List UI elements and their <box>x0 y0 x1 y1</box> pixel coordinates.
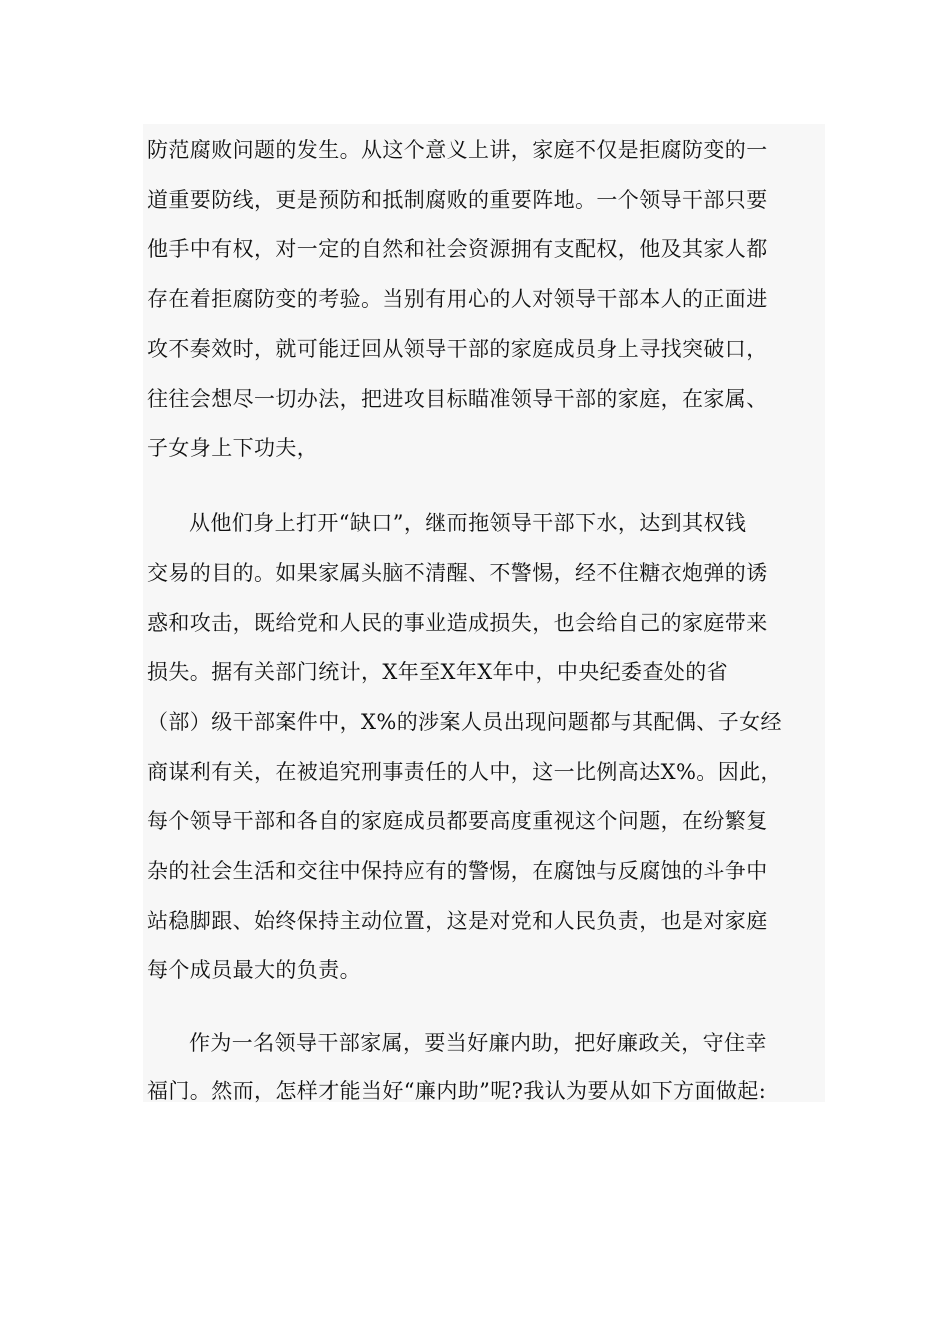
text-line: 子女身上下功夫， <box>147 436 319 460</box>
paragraph-first-line: 从他们身上打开“缺口”，继而拖领导干部下水，达到其权钱 <box>189 511 747 535</box>
text-line: 杂的社会生活和交往中保持应有的警惕，在腐蚀与反腐蚀的斗争中 <box>147 859 768 883</box>
document-body <box>143 124 825 1102</box>
text-line: 往往会想尽一切办法，把进攻目标瞄准领导干部的家庭，在家属、 <box>147 387 768 411</box>
text-line: 存在着拒腐防变的考验。当别有用心的人对领导干部本人的正面进 <box>147 287 768 311</box>
text-line: （部）级干部案件中，X%的涉案人员出现问题都与其配偶、子女经 <box>147 710 782 734</box>
text-line: 他手中有权，对一定的自然和社会资源拥有支配权，他及其家人都 <box>147 237 768 261</box>
text-line: 每个领导干部和各自的家庭成员都要高度重视这个问题，在纷繁复 <box>147 809 768 833</box>
text-line: 站稳脚跟、始终保持主动位置，这是对党和人民负责，也是对家庭 <box>147 909 768 933</box>
text-line: 每个成员最大的负责。 <box>147 958 361 982</box>
text-line: 损失。据有关部门统计，X年至X年X年中，中央纪委查处的省 <box>147 660 729 684</box>
text-line: 商谋利有关，在被追究刑事责任的人中，这一比例高达X%。因此， <box>147 760 782 784</box>
text-line: 交易的目的。如果家属头脑不清醒、不警惕，经不住糖衣炮弹的诱 <box>147 561 768 585</box>
paragraph-first-line: 作为一名领导干部家属，要当好廉内助，把好廉政关，守住幸 <box>189 1031 767 1055</box>
text-line: 惑和攻击，既给党和人民的事业造成损失，也会给自己的家庭带来 <box>147 611 768 635</box>
text-line: 攻不奏效时，就可能迂回从领导干部的家庭成员身上寻找突破口， <box>147 337 768 361</box>
text-line: 道重要防线，更是预防和抵制腐败的重要阵地。一个领导干部只要 <box>147 188 768 212</box>
text-line: 防范腐败问题的发生。从这个意义上讲，家庭不仅是拒腐防变的一 <box>147 138 768 162</box>
text-line: 福门。然而，怎样才能当好“廉内助”呢?我认为要从如下方面做起: <box>147 1079 767 1103</box>
